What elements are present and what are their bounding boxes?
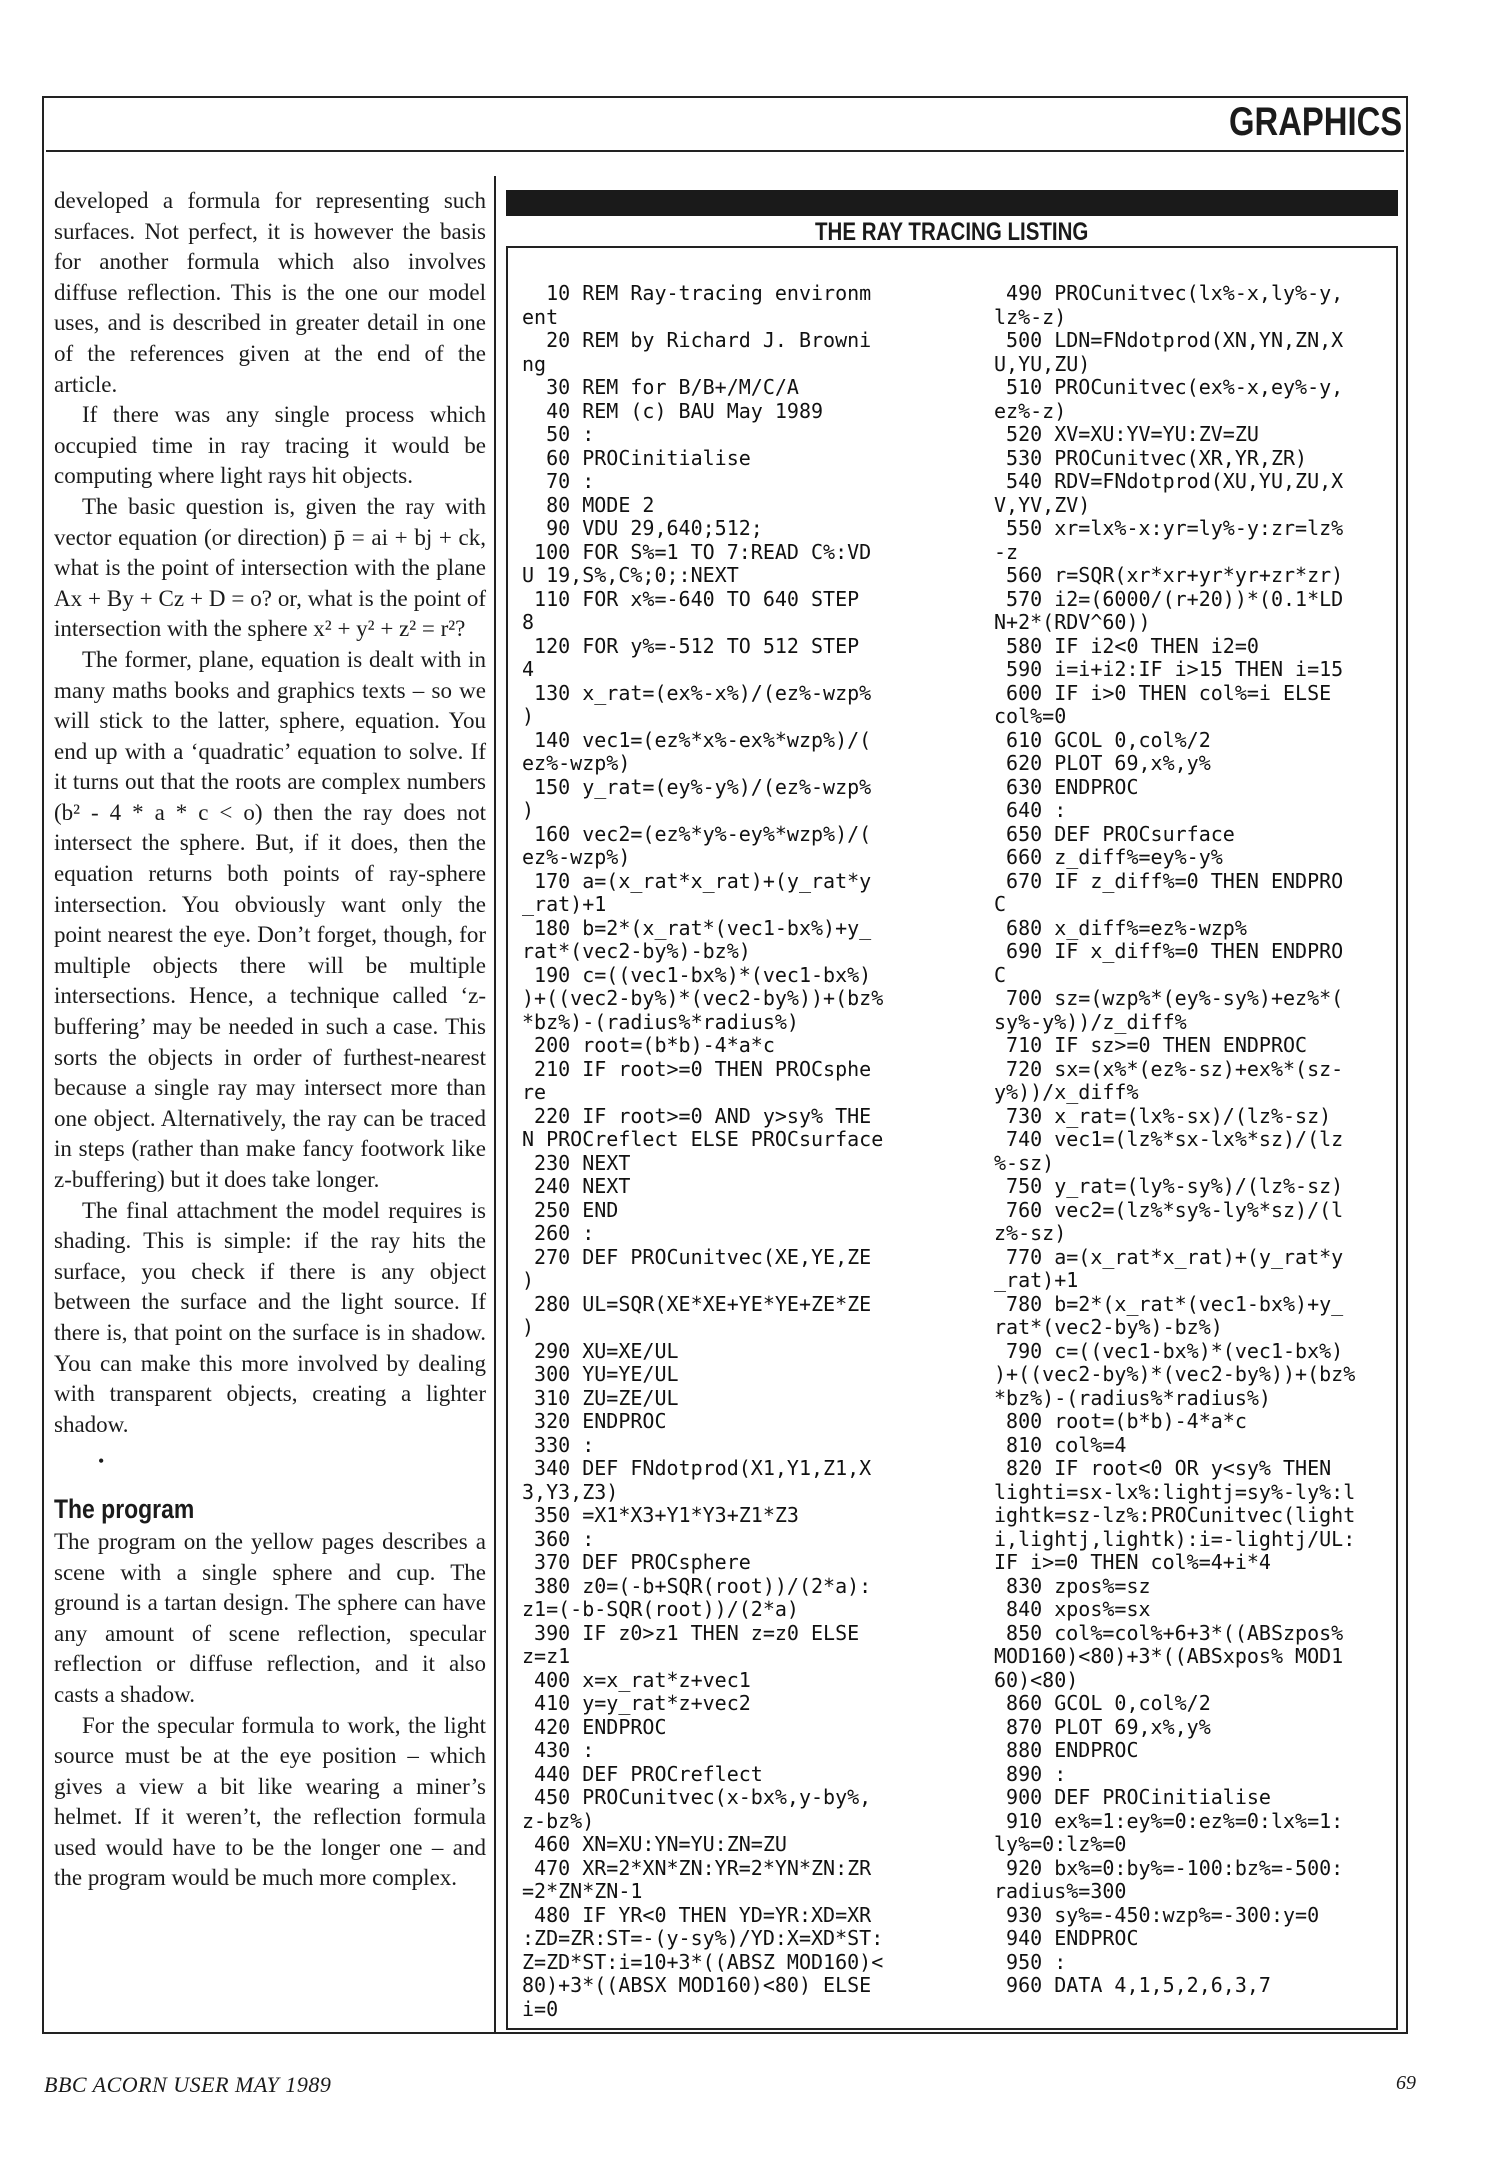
code-line: 760 vec2=(lz%*sy%-ly%*sz)/(l [994,1197,1344,1222]
code-line: 840 xpos%=sx [994,1597,1151,1621]
listing-title: THE RAY TRACING LISTING [815,218,1089,246]
code-line: 560 r=SQR(xr*xr+yr*yr+zr*zr) [994,563,1344,587]
code-line: 950 : [994,1949,1067,1974]
code-listing-left [522,282,883,2021]
code-line: MOD160)<80)+3*((ABSxpos% MOD1 [994,1644,1344,1668]
code-line: 40 REM (c) BAU May 1989 [522,398,824,423]
code-line: ) [522,798,535,822]
code-line: 590 i=i+i2:IF i>15 THEN i=15 [994,657,1344,681]
code-line: 680 x_diff%=ez%-wzp% [994,915,1247,940]
code-line: lz%-z) [994,304,1067,329]
code-line: 610 GCOL 0,col%/2 [994,727,1211,752]
code-line: ly%=0:lz%=0 [994,1832,1127,1856]
code-line: 860 GCOL 0,col%/2 [994,1691,1211,1715]
code-line: 430 : [522,1738,595,1762]
footer-page-number: 69 [1396,2072,1416,2094]
article-paragraph: If there was any single process which occupied time in ray tracing it would be computing where light rays hit objects. [54,402,486,489]
code-line: :ZD=ZR:ST=-(y-sy%)/YD:X=XD*ST: [522,1926,884,1950]
code-line: 800 root=(b*b)-4*a*c [994,1409,1247,1433]
code-line: 160 vec2=(ez%*y%-ey%*wzp%)/( [522,821,872,846]
code-line: 510 PROCunitvec(ex%-x,ey%-y, [994,375,1344,399]
code-line: 440 DEF PROCreflect [522,1761,763,1786]
code-line: IF i>=0 THEN col%=4+i*4 [994,1550,1271,1574]
section-title: GRAPHICS [1228,100,1402,144]
code-line: 670 IF z_diff%=0 THEN ENDPRO [994,868,1344,893]
code-line: 570 i2=(6000/(r+20))*(0.1*LD [994,586,1344,611]
code-line: 480 IF YR<0 THEN YD=YR:XD=XR [522,1902,872,1927]
code-line: ez%-wzp%) [522,751,631,775]
code-line: 520 XV=XU:YV=YU:ZV=ZU [994,422,1259,446]
code-line: 820 IF root<0 OR y<sy% THEN [994,1456,1332,1480]
code-line: rat*(vec2-by%)-bz%) [994,1315,1223,1339]
code-line: 250 END [522,1197,619,1222]
article-paragraph: developed a formula for representing such surfaces. Not perfect, it is however the basis for another formula which also involves diffuse reflection. This is the one our model uses, and is described in greater detail in one of the references given at the end of the article. [54,188,486,397]
code-line: 90 VDU 29,640;512; [522,516,763,540]
code-line: C [994,892,1007,916]
code-line: 850 col%=col%+6+3*((ABSzpos% [994,1620,1344,1645]
code-line: 70 : [522,469,595,493]
code-line: 790 c=((vec1-bx%)*(vec1-bx%) [994,1338,1344,1363]
code-line: 60 PROCinitialise [522,445,751,470]
code-line: 550 xr=lx%-x:yr=ly%-y:zr=lz% [994,516,1344,540]
code-line: _rat)+1 [994,1268,1079,1292]
code-line: )+((vec2-by%)*(vec2-by%))+(bz% [994,1362,1356,1386]
code-line: z-bz%) [522,1808,595,1833]
code-line: 960 DATA 4,1,5,2,6,3,7 [994,1973,1271,1997]
code-line: 150 y_rat=(ey%-y%)/(ez%-wzp% [522,774,872,799]
code-line: lighti=sx-lx%:lightj=sy%-ly%:l [994,1479,1356,1504]
code-line: ightk=sz-lz%:PROCunitvec(light [994,1503,1356,1527]
code-line: 900 DEF PROCinitialise [994,1785,1271,1809]
code-line: 120 FOR y%=-512 TO 512 STEP [522,633,860,658]
article-paragraph: The final attachment the model requires is shading. This is simple: if the ray hits the surface, you check if there is any object between the surface and the light source. If there is, that point on the surface is in shadow. You can make this more involved by dealing with transparent objects, creating a lighter shadow. [54,1197,486,1437]
code-line: 140 vec1=(ez%*x%-ex%*wzp%)/( [522,727,872,752]
code-line: 380 z0=(-b+SQR(root))/(2*a): [522,1573,872,1598]
article-paragraph: The program on the yellow pages describes a scene with a single sphere and cup. The ground is a tartan design. The sphere can have any amount of scene reflection, specular reflection or diffuse reflection, and it also casts a shadow. [54,1528,486,1707]
code-line: i,lightj,lightk):i=-lightj/UL: [994,1526,1356,1551]
code-line: 880 ENDPROC [994,1738,1139,1762]
code-line: 3,Y3,Z3) [522,1479,619,1504]
code-line: 270 DEF PROCunitvec(XE,YE,ZE [522,1244,872,1269]
article-text [54,186,486,1894]
code-line: 530 PROCunitvec(XR,YR,ZR) [994,445,1308,470]
code-line: 470 XR=2*XN*ZN:YR=2*YN*ZN:ZR [522,1855,872,1880]
code-line: 330 : [522,1432,595,1457]
code-line: 290 XU=XE/UL [522,1338,679,1363]
code-line: 420 ENDPROC [522,1714,667,1739]
code-line: 740 vec1=(lz%*sx-lx%*sz)/(lz [994,1127,1344,1151]
code-line: *bz%)-(radius%*radius%) [522,1009,799,1034]
code-line: 750 y_rat=(ly%-sy%)/(lz%-sz) [994,1174,1344,1198]
code-line: 8 [522,610,535,634]
code-line: 700 sz=(wzp%*(ey%-sy%)+ez%*( [994,986,1344,1010]
code-line: V,YV,ZV) [994,492,1091,517]
code-line: 170 a=(x_rat*x_rat)+(y_rat*y [522,868,872,893]
code-line: 200 root=(b*b)-4*a*c [522,1033,775,1057]
code-line: z%-sz) [994,1221,1067,1245]
code-line: 940 ENDPROC [994,1926,1139,1950]
code-line: 130 x_rat=(ex%-x%)/(ez%-wzp% [522,680,872,705]
code-line: 490 PROCunitvec(lx%-x,ly%-y, [994,281,1344,305]
code-line: ent [522,304,559,329]
code-line: rat*(vec2-by%)-bz%) [522,939,751,963]
code-line: 10 REM Ray-tracing environm [522,281,872,305]
code-line: %-sz) [994,1150,1055,1175]
header-rule [46,150,1404,152]
code-line: 240 NEXT [522,1174,631,1198]
code-line: z1=(-b-SQR(root))/(2*a) [522,1597,799,1621]
code-line: 770 a=(x_rat*x_rat)+(y_rat*y [994,1244,1344,1269]
code-line: 230 NEXT [522,1150,631,1175]
code-line: 340 DEF FNdotprod(X1,Y1,Z1,X [522,1456,872,1480]
article-paragraph: For the specular formula to work, the light source must be at the eye position – which gives a view a bit like wearing a miner’s helmet. If it weren’t, the reflection formula used would have to be the longer one – and the program would be much more complex. [54,1712,486,1891]
footer-publication: BBC ACORN USER MAY 1989 [44,2072,332,2097]
code-line: N+2*(RDV^60)) [994,610,1151,634]
code-line: 100 FOR S%=1 TO 7:READ C%:VD [522,539,872,564]
code-line: -z [994,539,1019,564]
code-line: ) [522,1268,535,1292]
code-line: 110 FOR x%=-640 TO 640 STEP [522,586,860,611]
code-line: =2*ZN*ZN-1 [522,1879,643,1903]
code-line: 310 ZU=ZE/UL [522,1385,679,1410]
code-line: 180 b=2*(x_rat*(vec1-bx%)+y_ [522,915,872,940]
code-line: z=z1 [522,1644,571,1668]
code-line: 220 IF root>=0 AND y>sy% THE [522,1103,872,1128]
code-line: 780 b=2*(x_rat*(vec1-bx%)+y_ [994,1291,1344,1316]
code-line: 620 PLOT 69,x%,y% [994,751,1211,775]
code-line: 320 ENDPROC [522,1409,667,1433]
code-line: sy%-y%))/z_diff% [994,1009,1187,1034]
code-line: 630 ENDPROC [994,774,1139,799]
code-line: 500 LDN=FNdotprod(XN,YN,ZN,X [994,328,1344,352]
code-line: 360 : [522,1526,595,1551]
code-line: 690 IF x_diff%=0 THEN ENDPRO [994,939,1344,963]
code-line: 20 REM by Richard J. Browni [522,328,872,352]
code-line: 190 c=((vec1-bx%)*(vec1-bx%) [522,962,872,987]
code-line: 580 IF i2<0 THEN i2=0 [994,633,1259,658]
code-line: Z=ZD*ST:i=10+3*((ABSZ MOD160)< [522,1949,884,1974]
code-line: ng [522,351,547,376]
article-paragraph: The basic question is, given the ray with vector equation (or direction) p̄ = ai + bj + ck, what is the point of intersection with the plane Ax + By + Cz + D = o? or, what is the point of intersection with the sphere x² + y² + z² = r²? [54,493,486,642]
code-line: 710 IF sz>=0 THEN ENDPROC [994,1033,1308,1057]
code-line: 890 : [994,1761,1067,1786]
code-line: 50 : [522,422,595,446]
code-line: *bz%)-(radius%*radius%) [994,1385,1271,1410]
code-line: 830 zpos%=sz [994,1573,1151,1598]
code-line: 650 DEF PROCsurface [994,821,1235,846]
code-line: 910 ex%=1:ey%=0:ez%=0:lx%=1: [994,1808,1344,1833]
code-line: 450 PROCunitvec(x-bx%,y-by%, [522,1785,872,1809]
code-line: 810 col%=4 [994,1432,1127,1457]
code-line: 920 bx%=0:by%=-100:bz%=-500: [994,1855,1344,1880]
code-line: 720 sx=(x%*(ez%-sz)+ex%*(sz- [994,1056,1344,1081]
code-line: 390 IF z0>z1 THEN z=z0 ELSE [522,1620,860,1645]
code-line: 660 z_diff%=ey%-y% [994,845,1223,869]
code-line: re [522,1080,547,1104]
code-line: 300 YU=YE/UL [522,1362,679,1386]
code-line: ) [522,704,535,728]
code-line: 210 IF root>=0 THEN PROCsphe [522,1056,872,1081]
code-line: col%=0 [994,704,1067,728]
code-line: 640 : [994,798,1067,822]
code-line: radius%=300 [994,1879,1127,1903]
subheading-the-program: The program [54,1494,195,1525]
code-line: ez%-z) [994,398,1067,423]
separator-bullet [54,1440,486,1472]
code-line: 600 IF i>0 THEN col%=i ELSE [994,680,1332,705]
code-line: 350 =X1*X3+Y1*Y3+Z1*Z3 [522,1503,799,1527]
code-line: U 19,S%,C%;0;:NEXT [522,563,739,587]
code-line: 730 x_rat=(lx%-sx)/(lz%-sz) [994,1103,1332,1128]
code-line: 80 MODE 2 [522,492,655,517]
code-line: ez%-wzp%) [522,845,631,869]
column-divider [494,176,496,2034]
code-line: 460 XN=XU:YN=YU:ZN=ZU [522,1832,787,1856]
code-line: 540 RDV=FNdotprod(XU,YU,ZU,X [994,469,1344,493]
code-line: 260 : [522,1221,595,1245]
code-line: ) [522,1315,535,1339]
code-line: i=0 [522,1996,559,2021]
code-line: 30 REM for B/B+/M/C/A [522,375,799,399]
code-line: 80)+3*((ABSX MOD160)<80) ELSE [522,1973,872,1997]
bullet-icon: • [98,1451,105,1472]
code-line: )+((vec2-by%)*(vec2-by%))+(bz% [522,986,884,1010]
code-line: 400 x=x_rat*z+vec1 [522,1667,751,1692]
listing-header-bar [506,190,1398,216]
code-line: 870 PLOT 69,x%,y% [994,1714,1211,1739]
code-line: U,YU,ZU) [994,351,1091,376]
code-line: 4 [522,657,535,681]
code-line: C [994,962,1007,987]
code-listing-right [994,282,1355,1998]
code-line: 410 y=y_rat*z+vec2 [522,1691,751,1715]
code-line: 370 DEF PROCsphere [522,1550,751,1574]
code-line: 280 UL=SQR(XE*XE+YE*YE+ZE*ZE [522,1291,872,1316]
code-line: 60)<80) [994,1667,1079,1692]
article-paragraph: The former, plane, equation is dealt with in many maths books and graphics texts – so we will stick to the latter, sphere, equation. You end up with a ‘quadratic’ equation to solve. If it turns out that the roots are complex numbers (b² - 4 * a * c < o) then the ray does not intersect the sphere. But, if it does, then the equation returns both points of ray-sphere intersection. You obviously want only the point nearest the eye. Don’t forget, though, for multiple objects there will be multiple intersections. Hence, a technique called ‘z-buffering’ may be needed in such a case. This sorts the objects in order of furthest-nearest because a single ray may intersect more than one object. Alternatively, the ray can be traced in steps (rather than make fancy footwork like z-buffering) but it does take longer. [54,646,486,1192]
code-line: y%))/x_diff% [994,1080,1139,1104]
code-line: _rat)+1 [522,892,607,916]
code-line: 930 sy%=-450:wzp%=-300:y=0 [994,1902,1320,1927]
code-line: N PROCreflect ELSE PROCsurface [522,1127,884,1151]
